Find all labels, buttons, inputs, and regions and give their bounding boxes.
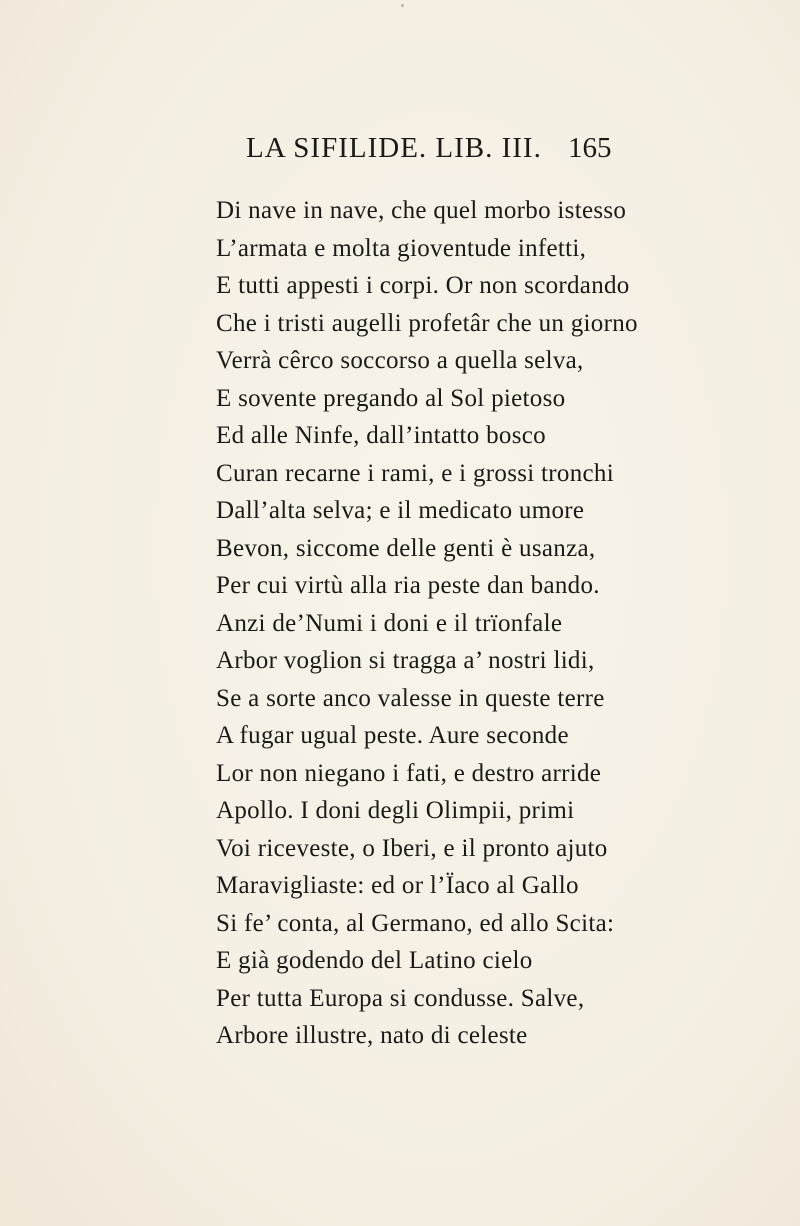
verse-line: A fugar ugual peste. Aure seconde (216, 722, 569, 749)
verse-line: E tutti appesti i corpi. Or non scordando (216, 272, 630, 299)
verse-line: Ed alle Ninfe, dall’intatto bosco (216, 422, 546, 449)
verse-line: Bevon, siccome delle genti è usanza, (216, 534, 596, 562)
verse-line: Dall’alta selva; e il medicato umore (216, 497, 585, 524)
verse-line: Che i tristi augelli profetâr che un giorno (216, 309, 638, 337)
verse-line: Anzi de’Numi i doni e il trïonfale (216, 609, 563, 637)
verse-line: Apollo. I doni degli Olimpii, primi (216, 797, 575, 824)
verse-line: Maravigliaste: ed or l’Ïaco al Gallo (216, 872, 579, 899)
verse-line: Per cui virtù alla ria peste dan bando. (216, 572, 600, 599)
poem-verses (216, 192, 776, 1055)
verse-line: Di nave in nave, che quel morbo istesso (216, 197, 627, 224)
verse-line: Arbore illustre, nato di celeste (216, 1022, 528, 1049)
verse-line: Arbor voglion si tragga a’ nostri lidi, (216, 647, 595, 674)
verse-line: Per tutta Europa si condusse. Salve, (216, 984, 585, 1012)
running-title: LA SIFILIDE. LIB. III. (246, 132, 542, 164)
paper-speck (401, 4, 404, 7)
verse-line: Voi riceveste, o Iberi, e il pronto ajuto (216, 834, 608, 862)
verse-line: L’armata e molta gioventude infetti, (216, 234, 587, 262)
verse-line: Se a sorte anco valesse in queste terre (216, 684, 605, 712)
page-number: 165 (568, 132, 612, 164)
verse-line: Si fe’ conta, al Germano, ed allo Scita: (216, 909, 615, 937)
verse-line: Lor non niegano i fati, e destro arride (216, 759, 602, 787)
verse-line: Curan recarne i rami, e i grossi tronchi (216, 459, 614, 487)
page-header (0, 128, 800, 168)
verse-line: Verrà cêrco soccorso a quella selva, (216, 347, 584, 374)
verse-line: E sovente pregando al Sol pietoso (216, 384, 566, 412)
verse-line: E già godendo del Latino cielo (216, 947, 533, 974)
